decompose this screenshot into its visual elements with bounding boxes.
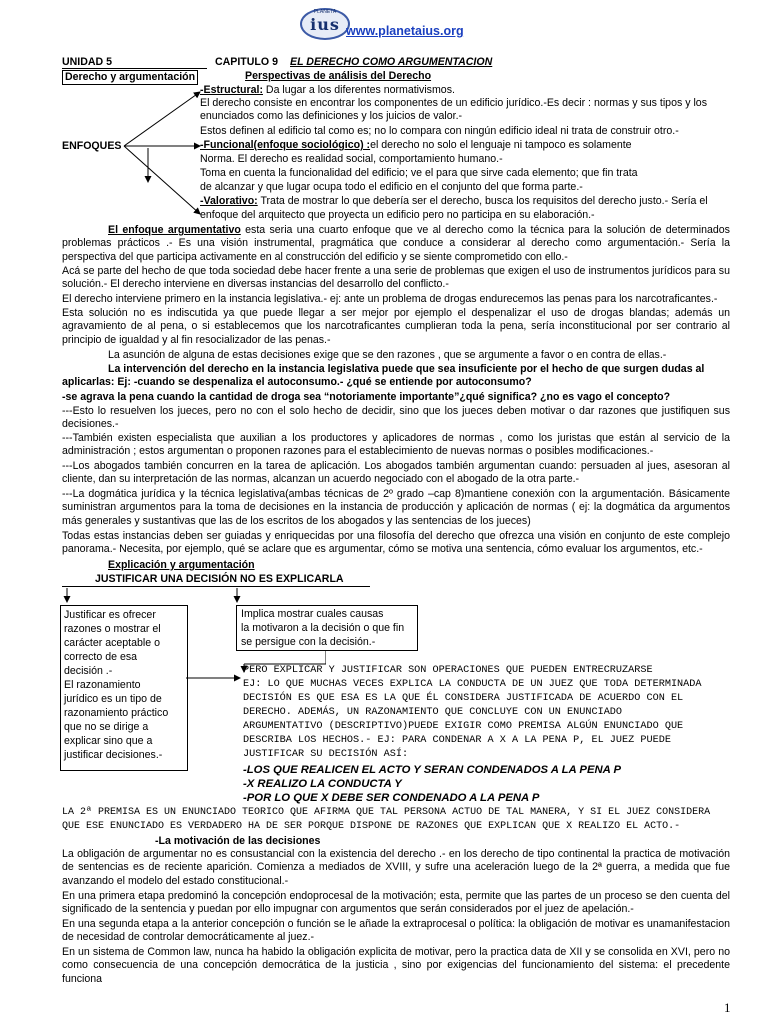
paragraph-bold: La intervención del derecho en la instancia legislativa puede que sea insuficiente por el hecho de que surgen dudas al aplicarlas: Ej: -cuando se despenaliza el autoconsumo.- ¿qué se entiende por autoconsumo? [62,363,705,389]
paragraph: Acá se parte del hecho de que toda sociedad debe hacer frente a una serie de problemas que exigen el uso de instrumentos jurídicos para su solución.- El derecho interviene en diversas instancias del desarrollo del conflicto.- [62,265,730,291]
paragraph-bold: -se agrava la pena cuando la cantidad de droga sea “notoriamente importante”¿qué significa? ¿no es vago el concepto? [62,391,671,403]
valorativo-text: Trata de mostrar lo que debería ser el derecho, busca los requisitos del derecho justo.- Sería el [257,195,708,207]
paragraph: Esta solución no es indiscutida ya que puede llegar a ser mejor por ejemplo el despenalizar el uso de drogas blandas; además un agravamiento de al pena, o si establecemos que los narcotraficantes cumplieran toda la pena, sería inconstitucional por ser contrario al principio de igualdad y al fin resocializador de las penas.- [62,307,730,346]
caps-line: PERO EXPLICAR Y JUSTIFICAR SON OPERACIONES QUE PUEDEN ENTRECRUZARSE [243,665,653,676]
heading-explicacion: Explicación y argumentación [108,559,255,571]
paragraph: Todas estas instancias deben ser guiadas y enriquecidas por una filosofía del derecho que ofrezca una visión en conjunto de este complejo panorama.- Necesita, por ejemplo, qué se aclare que es argumentar, cómo se motiva una sentencia, cómo evaluar los argumentos, etc.- [62,530,730,556]
box-justificar-line: razonamiento práctico [64,707,169,719]
funcional-text: el derecho no solo el lenguaje ni tampoco es solamente [370,139,632,151]
syllogism-premise-2: -X REALIZO LA CONDUCTA Y [243,778,402,790]
enfoque-line: enfoque del arquitecto que proyecta un edificio pero no participa en su elaboración.- [200,209,595,221]
syllogism-premise-1: -LOS QUE REALICEN EL ACTO Y SERAN CONDENADOS A LA PENA P [243,764,622,776]
enfoque-line: enunciados como las definiciones y los juicios de valor.- [200,110,463,122]
enfoque-line: Estos definen al edificio tal como es; no lo compara con ningún edificio ideal ni trata de construir otro.- [200,125,679,137]
paragraph: ---Los abogados también concurren en la tarea de aplicación. Los abogados también argumentan cuando: persuaden al jues, asesoran al cliente, dan su interpretación de las normas, alcanzan un acuerdo negociado con el abogado de la otra parte.- [62,460,730,486]
enfoque-funcional [200,139,632,152]
enfoques-arrows [120,84,206,220]
capitulo-label: CAPITULO 9 [215,56,278,68]
box-explicar-line: la motivaron a la decisión o que fin [241,622,405,634]
box-justificar-line: Justificar es ofrecer [64,609,156,621]
caps-line: EJ: LO QUE MUCHAS VECES EXPLICA LA CONDUCTA DE UN JUEZ QUE TODA DETERMINADA [243,679,702,690]
box-justificar-line: jurídico es un tipo de [64,693,162,705]
logo-small-text: PLANETA [313,9,337,15]
enfoque-estructural [200,84,455,97]
section-derecho-argumentacion: Derecho y argumentación [62,70,198,85]
box-justificar-line: correcto de esa [64,651,138,663]
box-justificar-line: explicar sino que a [64,735,153,747]
unidad-label: UNIDAD 5 [62,56,113,68]
planetaius-logo [300,8,350,40]
enfoque-line: Norma. El derecho es realidad social, comportamiento humano.- [200,153,503,165]
box-justificar-line: que no se dirige a [64,721,149,733]
paragraph: El derecho interviene primero en la instancia legislativa.- ej: ante un problema de drogas endurecemos las penas para los narcotraficantes.- [62,293,718,305]
box-justificar [60,605,188,771]
caps-line: DESCRIBA LOS HECHOS.- EJ: PARA CONDENAR A X A LA PENA P, EL JUEZ PUEDE [243,735,671,746]
enfoque-valorativo [200,195,708,208]
estructural-label: -Estructural: [200,84,263,96]
caps-line: ARGUMENTATIVO (DESCRIPTIVO)PUEDE EXIGIR COMO PREMISA ALGÚN ENUNCIADO QUE [243,721,684,732]
syllogism-conclusion: -POR LO QUE X DEBE SER CONDENADO A LA PENA P [243,792,540,804]
paragraph: ---La dogmática jurídica y la técnica legislativa(ambas técnicas de 2º grado –cap 8)mantiene conexión con la argumentación. Básicamente suministran argumentos para la toma de decisiones en la instancia de producción y aplicación de normas ( ej: la dogmática da argumentos más generales y sustantivas que las de los escritos de los abogados y las sentencias de los jueces) [62,488,730,527]
valorativo-label: -Valorativo: [200,195,258,207]
caps-line: JUSTIFICAR SU DECISIÓN ASÍ: [243,749,409,760]
box-explicar-line: se persigue con la decisión.- [241,636,376,648]
enfoque-line: Toma en cuenta la funcionalidad del edificio; ve el para que sirve cada elemento; que fin trata [200,167,638,179]
site-link[interactable]: www.planetaius.org [346,24,464,38]
enfoque-argumentativo-heading: El enfoque argumentativo [108,224,241,236]
section-perspectivas: Perspectivas de análisis del Derecho [245,70,432,82]
heading-motivacion: -La motivación de las decisiones [155,835,321,847]
enfoque-argumentativo-text: esta seria una cuarto enfoque que ve al derecho como la técnica para la solución de determinados problemas prácticos .- Es una visión instrumental, pragmática que conduce a considerar al derecho como argumentación.- Sería la perspectiva del que participa activamente en al construcción del edificio y se siente comprometido con ello.- [62,224,730,263]
estructural-text: Da lugar a los diferentes normativismos. [262,84,455,96]
enfoques-label: ENFOQUES [62,140,122,152]
paragraph: En un sistema de Common law, nunca ha habido la obligación explicita de motivar, pero la practica data de XII y se consolida en XVI, pero no como consecuencia de una concepción democrática de la justicia , sino por exigencias del funcionamiento del sistema: el precedente funciona [62,946,730,985]
paragraph: La asunción de alguna de estas decisiones exige que se den razones , que se argumente a favor o en contra de ellas.- [108,349,667,361]
paragraph: En una primera etapa predominó la concepción endoprocesal de la motivación; esta, permite que las partes de un proceso se den cuenta del significado de la sentencia y puedan por ello impugnar con argumentos que serán considerados por el juez de apelación.- [62,890,730,916]
unidad-underline [62,68,207,69]
caps-premisa: LA 2ª PREMISA ES UN ENUNCIADO TEORICO QUE AFIRMA QUE TAL PERSONA ACTUO DE TAL MANERA, Y SI EL JUEZ CONSIDERA [62,807,711,818]
caps-line: DECISIÓN ES QUE ESA ES LA QUE ÉL CONSIDERA JUSTIFICADA DE ACUERDO CON EL [243,693,684,704]
paragraph-enfoque-argumentativo [62,224,730,264]
paragraph: ---Esto lo resuelven los jueces, pero no con el solo hecho de decidir, sino que los jueces deben motivar o dar razones que justifiquen sus decisiones.- [62,405,730,431]
box-justificar-line: razones o mostrar el [64,623,161,635]
box-justificar-line: El razonamiento [64,679,141,691]
caps-premisa: QUE ESE ENUNCIADO ES VERDADERO HA DE SER PORQUE DISPONE DE RAZONES QUE EXPLICAN QUE X REALIZO EL ACTO.- [62,821,681,832]
logo-text: ius [310,15,340,34]
caps-line: DERECHO. ADEMÁS, UN RAZONAMIENTO QUE CONCLUYE CON UN ENUNCIADO [243,707,623,718]
paragraph: La obligación de argumentar no es consustancial con la existencia del derecho .- en los derecho de tipo continental la practica de motivación de sentencias es de reciente aparición. Comienza a mediados de XVIII, y sufre una aceleración luego de la 2ª guerra, a medida que fue avanzando el modelo del estado constitucional.- [62,848,730,887]
box-justificar-line: justificar decisiones.- [64,749,163,761]
funcional-label: -Funcional(enfoque sociológico) : [200,139,371,151]
enfoque-line: El derecho consiste en encontrar los componentes de un edificio jurídico.-Es decir : normas y sus tipos y los [200,97,707,109]
enfoque-line: de alcanzar y que lugar ocupa todo el edificio en el conjunto del que forma parte.- [200,181,583,193]
box-justificar-line: carácter aceptable o [64,637,160,649]
box-explicar-line: Implica mostrar cuales causas [241,608,384,620]
page-number: 1 [724,1000,731,1015]
chapter-title: EL DERECHO COMO ARGUMENTACION [290,56,493,68]
paragraph: En una segunda etapa a la anterior concepción o función se le añade la extraprocesal o política: la obligación de motivar es unamanifestacion de necesidad de controlar democráticamente al juez.- [62,918,730,944]
box-justificar-line: decisión .- [64,665,113,677]
heading-justificar: JUSTIFICAR UNA DECISIÓN NO ES EXPLICARLA [95,573,344,585]
paragraph: ---También existen especialista que auxilian a los productores y aplicadores de normas , como los juristas que están al servicio de la administración ; estos argumentan o proponen razones para el establecimiento de nuevas normas o posibles modificaciones.- [62,432,730,458]
box-explicar [236,605,418,651]
